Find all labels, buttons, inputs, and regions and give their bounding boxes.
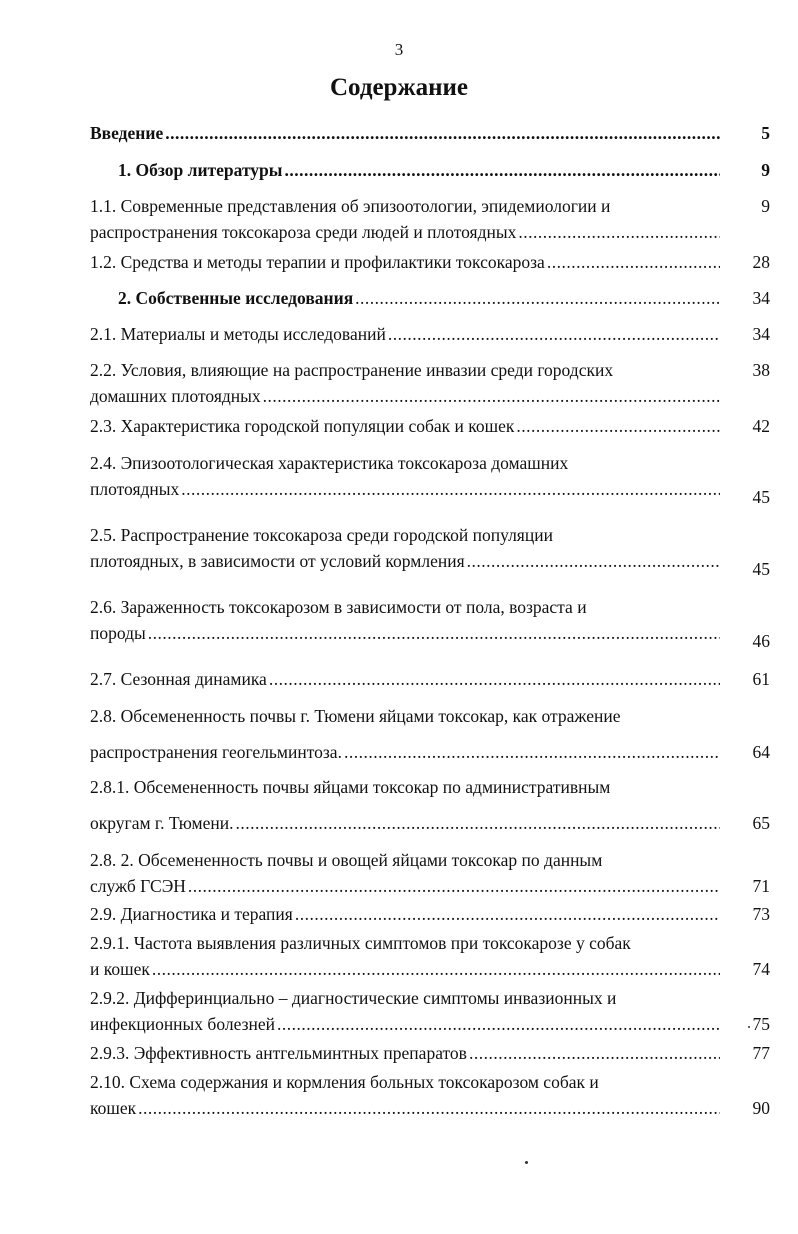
- toc-entry: [90, 985, 770, 1037]
- toc-entry-page: 9: [761, 160, 770, 180]
- toc-entry: [90, 901, 770, 927]
- toc-entry: [90, 120, 770, 146]
- toc-entry: [90, 193, 770, 245]
- toc-entry: [90, 450, 770, 507]
- toc-entry-page: 61: [752, 669, 770, 689]
- toc-entry-page: 73: [752, 904, 770, 924]
- toc-entry-page: 5: [761, 123, 770, 143]
- toc-entry-label: 2.8.1. Обсемененность почвы яйцами токсокар по административным: [90, 777, 611, 797]
- toc-entry-label: 1.2. Средства и методы терапии и профилактики токсокароза: [90, 252, 545, 272]
- toc-entry: [90, 666, 770, 692]
- toc-entry-label: 2.3. Характеристика городской популяции собак и кошек: [90, 416, 515, 436]
- toc-entry-page: 77: [752, 1043, 770, 1063]
- scan-speck: [748, 1026, 750, 1028]
- toc-entry-page: 34: [752, 324, 770, 344]
- toc-entry: [90, 930, 770, 982]
- toc-entry-page: 34: [752, 288, 770, 308]
- toc-entry: [90, 522, 770, 579]
- toc-entry-page: 42: [752, 416, 770, 436]
- toc-entry: [90, 847, 770, 899]
- toc-entry-label: 2.9. Диагностика и терапия: [90, 904, 293, 924]
- toc-entry: [90, 285, 770, 311]
- toc-entry: [90, 321, 770, 347]
- toc-entry-label: 2.9.1. Частота выявления различных симптомов при токсокарозе у собак: [90, 933, 631, 953]
- toc-entry-page: 9: [761, 196, 770, 216]
- toc-entry-label: 2.10. Схема содержания и кормления больных токсокарозом собак и: [90, 1072, 599, 1092]
- toc-entry-page: 38: [752, 360, 770, 380]
- toc-entry-page: 45: [752, 487, 770, 507]
- toc-entry: [90, 703, 770, 765]
- toc-entry-label: плотоядных, в зависимости от условий кормления: [90, 551, 465, 571]
- toc-entry-label: 2.4. Эпизоотологическая характеристика токсокароза домашних: [90, 453, 569, 473]
- toc-entry-page: 46: [752, 631, 770, 651]
- toc-entry-label: и кошек: [90, 959, 150, 979]
- toc-entry: [90, 774, 770, 836]
- toc-entry-label: 2.9.3. Эффективность антгельминтных препаратов: [90, 1043, 467, 1063]
- toc-entry: [90, 357, 770, 409]
- toc-entry-label: 1.1. Современные представления об эпизоотологии, эпидемиологии и: [90, 196, 611, 216]
- page-title: Содержание: [329, 74, 468, 101]
- scan-speck: [525, 1161, 528, 1164]
- toc-entry-page: 74: [752, 959, 770, 979]
- page-number: 3: [394, 40, 404, 59]
- toc-entry-page: 28: [752, 252, 770, 272]
- toc-entry-label: 2.6. Зараженность токсокарозом в зависимости от пола, возраста и: [90, 597, 587, 617]
- toc-entry-page: 45: [752, 559, 770, 579]
- toc-entry-label: кошек: [90, 1098, 137, 1118]
- toc-entry-page: 90: [752, 1098, 770, 1118]
- toc-entry-page: 71: [752, 876, 770, 896]
- toc-entry-label: домашних плотоядных: [90, 386, 261, 406]
- toc-entry-label: 2.8. 2. Обсемененность почвы и овощей яйцами токсокар по данным: [90, 850, 603, 870]
- toc-entry-label: породы: [90, 623, 146, 643]
- toc-entry-label: округам г. Тюмени.: [90, 813, 234, 833]
- toc-entry: [90, 594, 770, 651]
- toc-entry-page: 64: [752, 742, 770, 762]
- toc-entry-label: распространения токсокароза среди людей и плотоядных: [90, 222, 517, 242]
- toc-entry: [90, 157, 770, 183]
- toc-entry: [90, 1069, 770, 1121]
- toc-entry-label: служб ГСЭН: [90, 876, 186, 896]
- toc-entry-label: 2.7. Сезонная динамика: [90, 669, 267, 689]
- toc-entry-label: 2.2. Условия, влияющие на распространение инвазии среди городских: [90, 360, 614, 380]
- toc-entry-label: плотоядных: [90, 479, 180, 499]
- toc-entry-label: 2.1. Материалы и методы исследований: [90, 324, 386, 344]
- toc-entry-page: 65: [752, 813, 770, 833]
- toc-entry: [90, 413, 770, 439]
- toc-entry: [90, 1040, 770, 1066]
- toc-entry-label: 1. Обзор литературы: [118, 160, 283, 180]
- toc-entry-label: 2.5. Распространение токсокароза среди городской популяции: [90, 525, 553, 545]
- toc-entry: [90, 249, 770, 275]
- toc-entry-label: инфекционных болезней: [90, 1014, 275, 1034]
- toc-entry-label: 2.8. Обсемененность почвы г. Тюмени яйцами токсокар, как отражение: [90, 706, 621, 726]
- toc-entry-page: 75: [752, 1014, 770, 1034]
- toc-entry-label: распространения геогельминтоза.: [90, 742, 342, 762]
- toc-entry-label: 2.9.2. Дифферинциально – диагностические симптомы инвазионных и: [90, 988, 617, 1008]
- toc-entry-label: Введение: [90, 123, 164, 143]
- toc-entry-label: 2. Собственные исследования: [118, 288, 354, 308]
